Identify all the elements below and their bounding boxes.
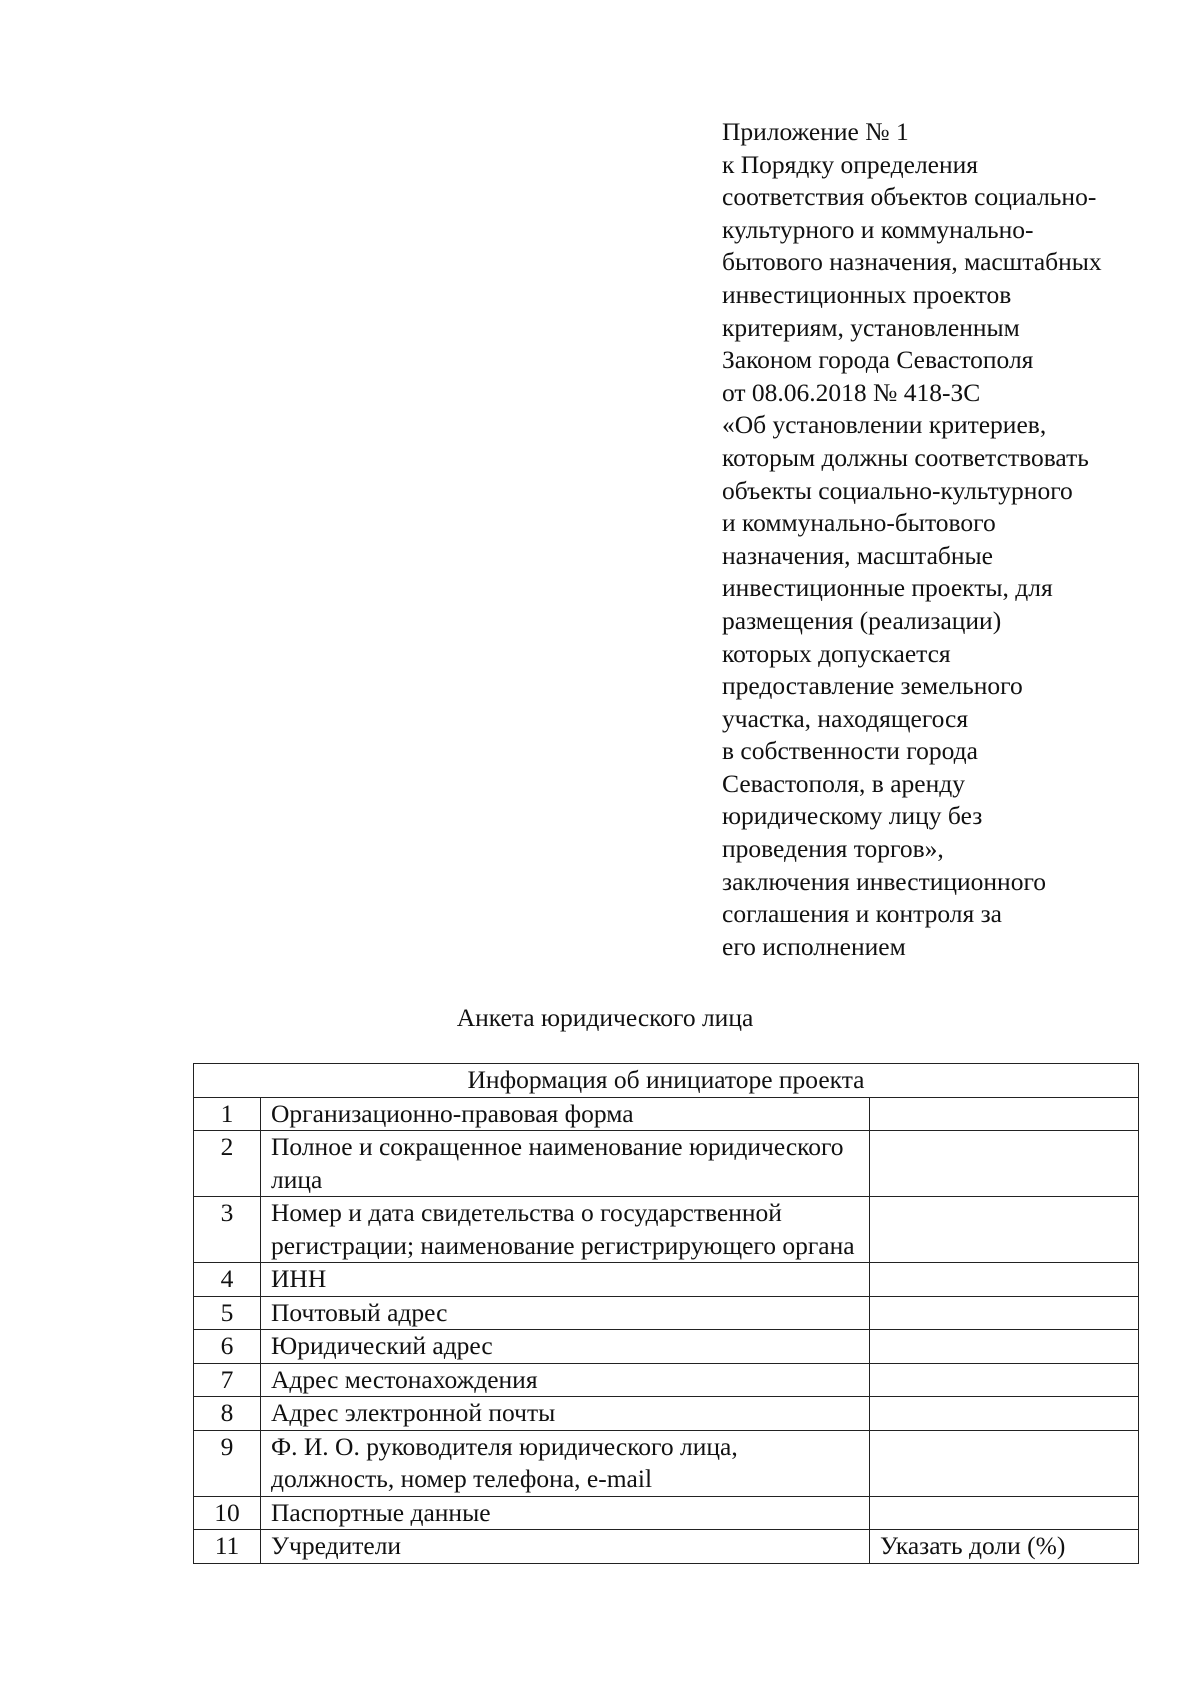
annex-line: заключения инвестиционного bbox=[722, 866, 1047, 896]
annex-line: критериям, установленным bbox=[722, 312, 1020, 342]
row-value bbox=[870, 1197, 1139, 1263]
annex-line: «Об установлении критериев, bbox=[722, 410, 1047, 440]
row-value: Указать доли (%) bbox=[870, 1530, 1139, 1564]
row-label: Паспортные данные bbox=[261, 1496, 870, 1530]
row-value bbox=[870, 1296, 1139, 1330]
row-label: Юридический адрес bbox=[261, 1330, 870, 1364]
row-label: Ф. И. О. руководителя юридического лица, должность, номер телефона, e-mail bbox=[261, 1430, 870, 1496]
row-value bbox=[870, 1430, 1139, 1496]
annex-line: юридическому лицу без bbox=[722, 801, 983, 831]
table-row bbox=[194, 1197, 1139, 1263]
row-number: 9 bbox=[194, 1430, 261, 1496]
table-header: Информация об инициаторе проекта bbox=[194, 1064, 1139, 1098]
table-row bbox=[194, 1430, 1139, 1496]
annex-line: соответствия объектов социально- bbox=[722, 182, 1097, 212]
annex-line: бытового назначения, масштабных bbox=[722, 247, 1102, 277]
row-number: 3 bbox=[194, 1197, 261, 1263]
form-title-container bbox=[0, 1002, 1200, 1034]
row-number: 1 bbox=[194, 1097, 261, 1131]
form-title: Анкета юридического лица bbox=[456, 1003, 754, 1032]
table-row bbox=[194, 1296, 1139, 1330]
annex-line: от 08.06.2018 № 418-ЗС bbox=[722, 377, 981, 407]
annex-line: к Порядку определения bbox=[722, 149, 979, 179]
row-label: Учредители bbox=[261, 1530, 870, 1564]
row-value bbox=[870, 1363, 1139, 1397]
annex-line: размещения (реализации) bbox=[722, 605, 1002, 635]
initiator-info-table bbox=[193, 1063, 1139, 1564]
row-value bbox=[870, 1097, 1139, 1131]
table-row bbox=[194, 1397, 1139, 1431]
row-number: 8 bbox=[194, 1397, 261, 1431]
annex-line: Законом города Севастополя bbox=[722, 345, 1034, 375]
annex-line: в собственности города bbox=[722, 736, 978, 766]
row-number: 7 bbox=[194, 1363, 261, 1397]
row-label: ИНН bbox=[261, 1263, 870, 1297]
annex-line: назначения, масштабные bbox=[722, 540, 993, 570]
table-row bbox=[194, 1363, 1139, 1397]
table-row bbox=[194, 1131, 1139, 1197]
annex-line: инвестиционных проектов bbox=[722, 279, 1012, 309]
annex-line: соглашения и контроля за bbox=[722, 899, 1002, 929]
annex-line: которых допускается bbox=[722, 638, 951, 668]
row-label: Адрес электронной почты bbox=[261, 1397, 870, 1431]
annex-block bbox=[722, 116, 1182, 963]
table-row bbox=[194, 1330, 1139, 1364]
annex-line: проведения торгов», bbox=[722, 834, 944, 864]
row-value bbox=[870, 1330, 1139, 1364]
row-label: Почтовый адрес bbox=[261, 1296, 870, 1330]
row-number: 4 bbox=[194, 1263, 261, 1297]
annex-line: инвестиционные проекты, для bbox=[722, 573, 1053, 603]
row-number: 11 bbox=[194, 1530, 261, 1564]
row-value bbox=[870, 1131, 1139, 1197]
annex-line: которым должны соответствовать bbox=[722, 442, 1089, 472]
row-number: 2 bbox=[194, 1131, 261, 1197]
annex-line: Приложение № 1 bbox=[722, 117, 909, 146]
row-value bbox=[870, 1496, 1139, 1530]
row-number: 5 bbox=[194, 1296, 261, 1330]
annex-line: его исполнением bbox=[722, 931, 906, 961]
table-row bbox=[194, 1530, 1139, 1564]
annex-line: предоставление земельного bbox=[722, 671, 1023, 701]
row-label: Номер и дата свидетельства о государственной регистрации; наименование регистрирующего органа bbox=[261, 1197, 870, 1263]
row-value bbox=[870, 1263, 1139, 1297]
row-label: Полное и сокращенное наименование юридического лица bbox=[261, 1131, 870, 1197]
row-number: 6 bbox=[194, 1330, 261, 1364]
row-label: Адрес местонахождения bbox=[261, 1363, 870, 1397]
table-header-row bbox=[194, 1064, 1139, 1098]
row-value bbox=[870, 1397, 1139, 1431]
annex-line: участка, находящегося bbox=[722, 703, 969, 733]
annex-line: Севастополя, в аренду bbox=[722, 768, 965, 798]
row-number: 10 bbox=[194, 1496, 261, 1530]
table-row bbox=[194, 1496, 1139, 1530]
annex-line: культурного и коммунально- bbox=[722, 214, 1034, 244]
row-label: Организационно-правовая форма bbox=[261, 1097, 870, 1131]
table-row bbox=[194, 1097, 1139, 1131]
table-row bbox=[194, 1263, 1139, 1297]
annex-line: объекты социально-культурного bbox=[722, 475, 1073, 505]
annex-line: и коммунально-бытового bbox=[722, 508, 996, 538]
